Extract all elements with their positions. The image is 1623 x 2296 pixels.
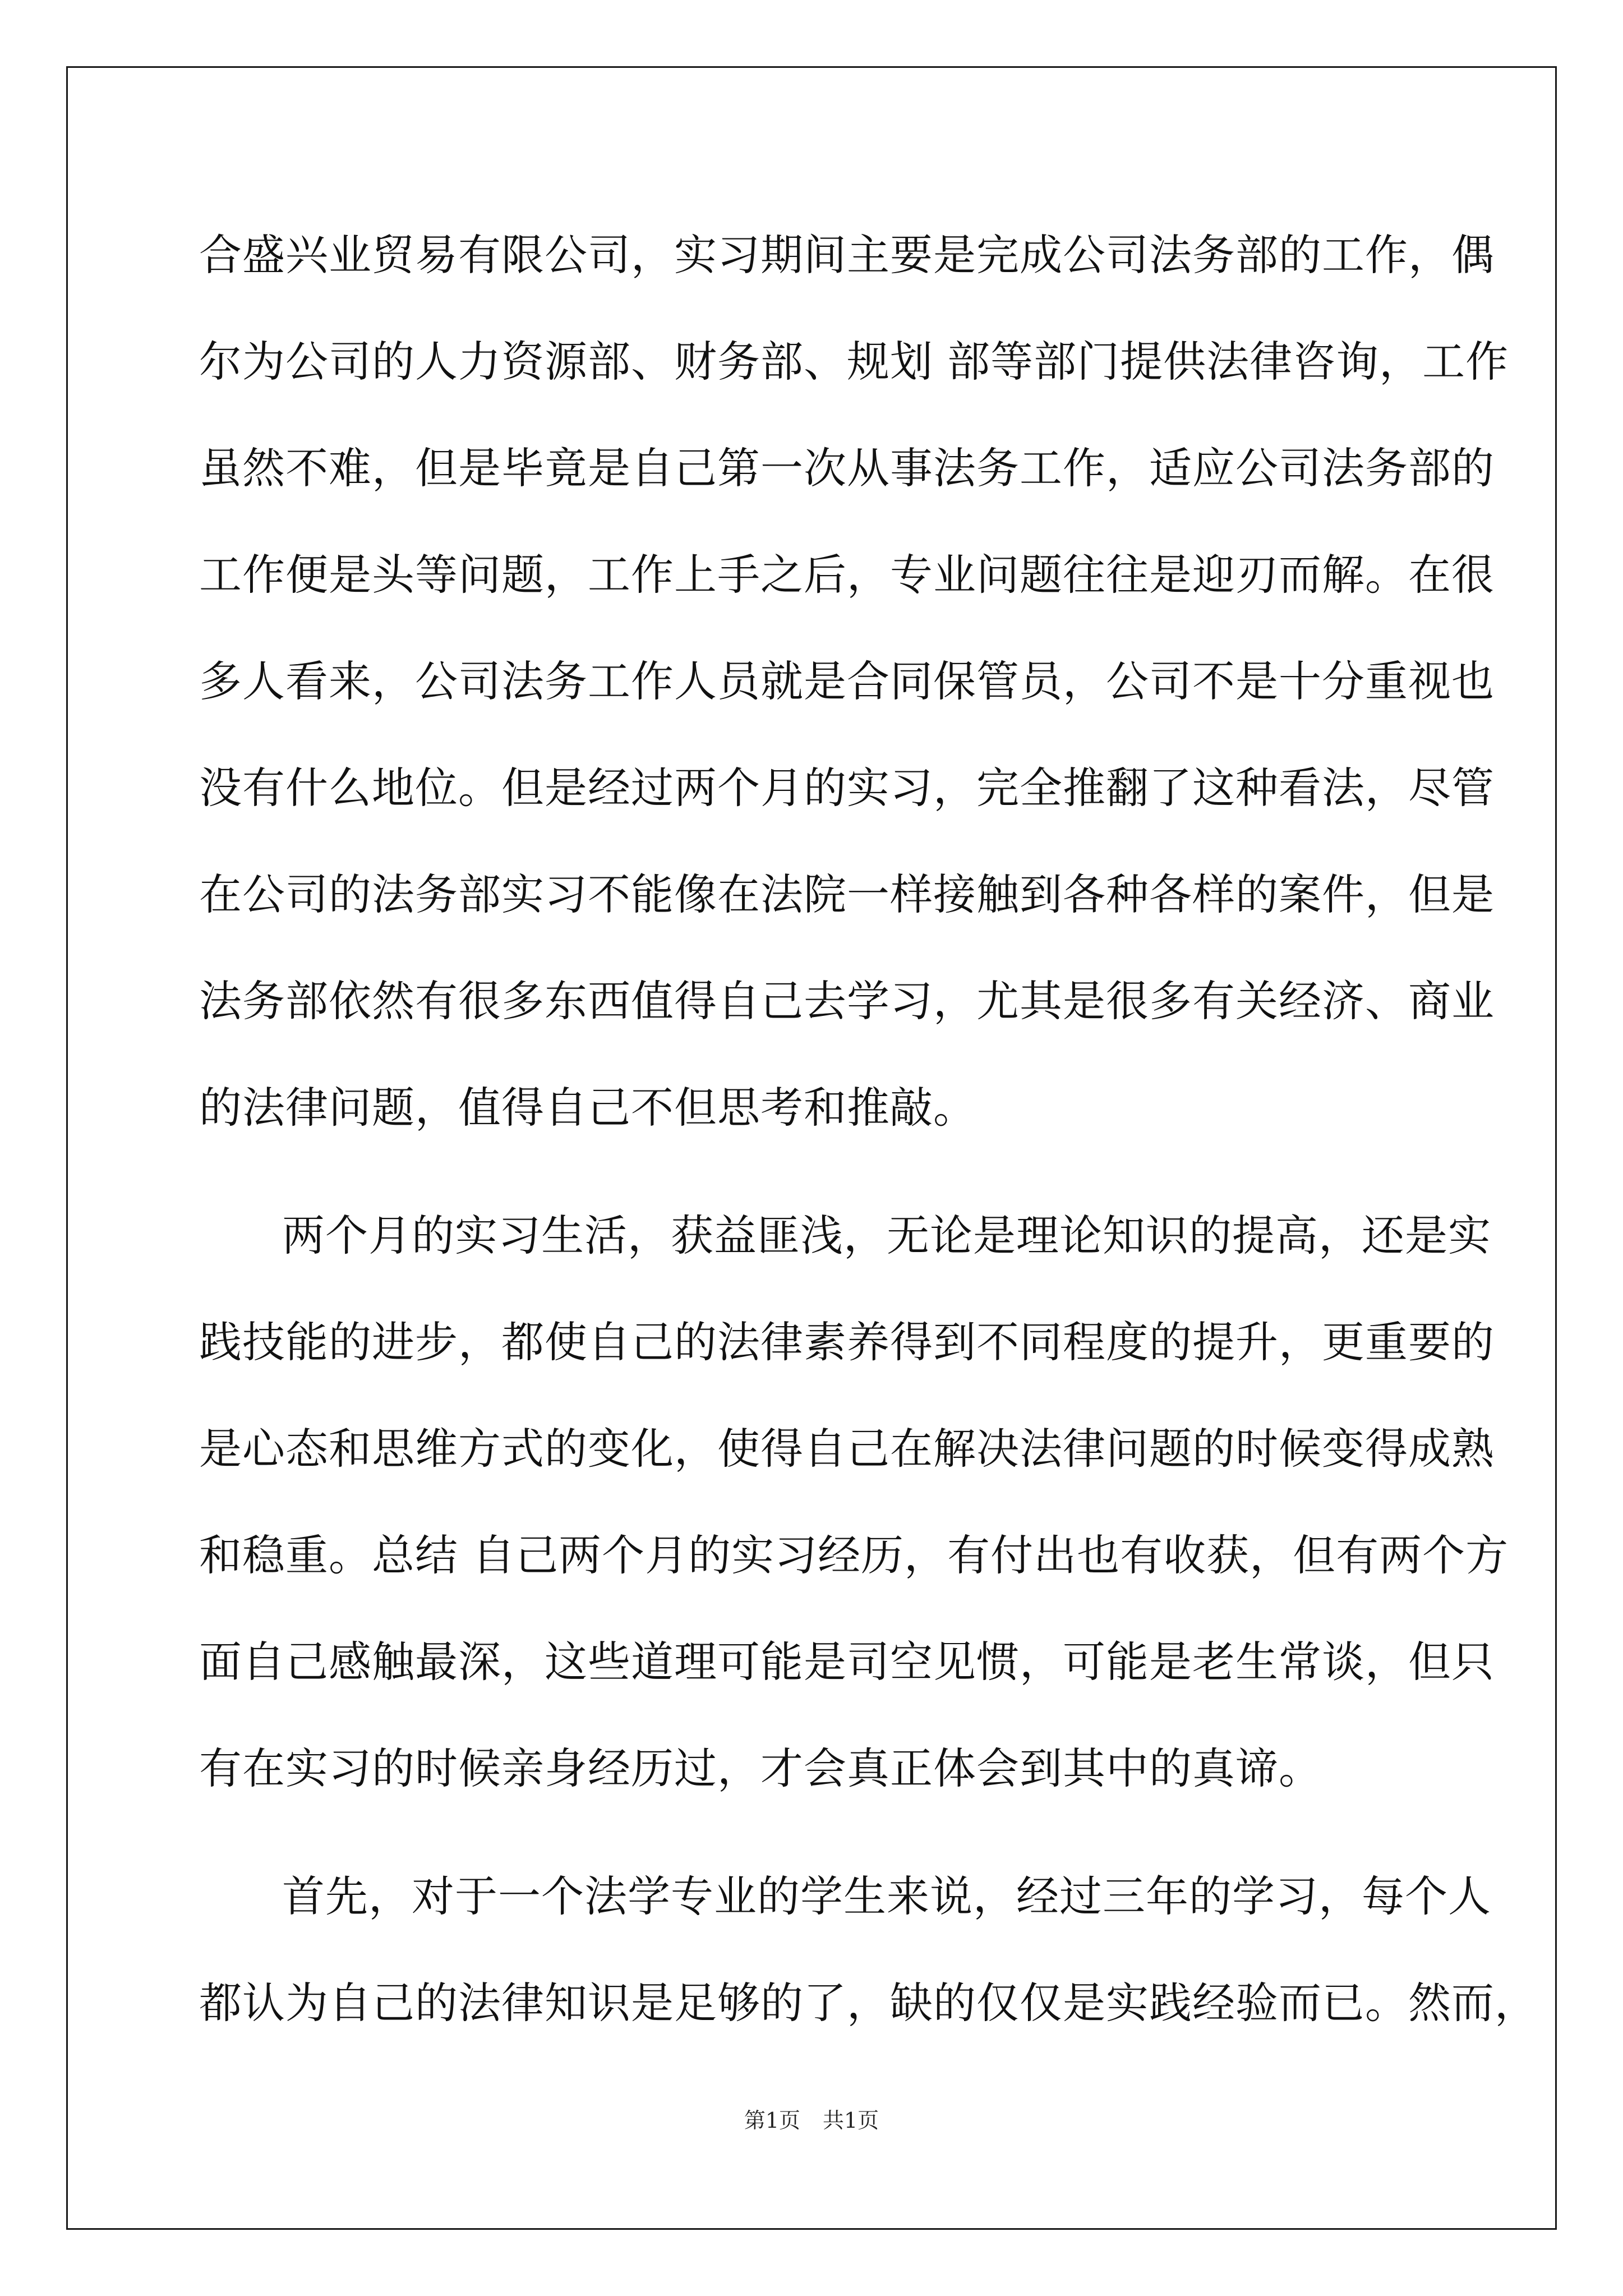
document-body — [199, 202, 1538, 2078]
text-line: 的法律问题，值得自己不但思考和推敲。 — [199, 1083, 976, 1133]
text-line: 和稳重。总结 自己两个月的实习经历，有付出也有收获，但有两个方 — [199, 1530, 1509, 1580]
page-footer — [0, 2106, 1623, 2134]
text-line: 是心态和思维方式的变化，使得自己在解决法律问题的时候变得成熟 — [199, 1424, 1495, 1474]
paragraph-2 — [199, 1182, 1509, 1822]
text-line: 都认为自己的法律知识是足够的了，缺的仅仅是实践经验而已。然而， — [199, 1978, 1538, 2028]
text-line: 多人看来，公司法务工作人员就是合同保管员，公司不是十分重视也 — [199, 656, 1495, 706]
text-line: 没有什么地位。但是经过两个月的实习，完全推翻了这种看法，尽管 — [199, 763, 1495, 813]
page-total: 共1页 — [823, 2108, 879, 2133]
paragraph-3 — [199, 1843, 1538, 2056]
text-line: 有在实习的时候亲身经历过，才会真正体会到其中的真谛。 — [199, 1743, 1322, 1793]
paragraph-1 — [199, 202, 1509, 1161]
text-line: 法务部依然有很多东西值得自己去学习，尤其是很多有关经济、商业 — [199, 976, 1495, 1026]
text-line: 面自己感触最深，这些道理可能是司空见惯，可能是老生常谈，但只 — [199, 1637, 1495, 1687]
text-line: 工作便是头等问题，工作上手之后，专业问题往往是迎刃而解。在很 — [199, 550, 1495, 600]
text-line: 合盛兴业贸易有限公司，实习期间主要是完成公司法务部的工作，偶 — [199, 230, 1495, 280]
text-line: 首先，对于一个法学专业的学生来说，经过三年的学习，每个人 — [282, 1871, 1491, 1921]
text-line: 尔为公司的人力资源部、财务部、规划 部等部门提供法律咨询，工作 — [199, 337, 1509, 386]
text-line: 虽然不难，但是毕竟是自己第一次从事法务工作，适应公司法务部的 — [199, 443, 1495, 493]
page-number: 第1页 — [744, 2108, 800, 2133]
text-line: 两个月的实习生活，获益匪浅，无论是理论知识的提高，还是实 — [282, 1211, 1491, 1260]
text-line: 践技能的进步，都使自己的法律素养得到不同程度的提升，更重要的 — [199, 1317, 1495, 1367]
text-line: 在公司的法务部实习不能像在法院一样接触到各种各样的案件，但是 — [199, 869, 1495, 919]
